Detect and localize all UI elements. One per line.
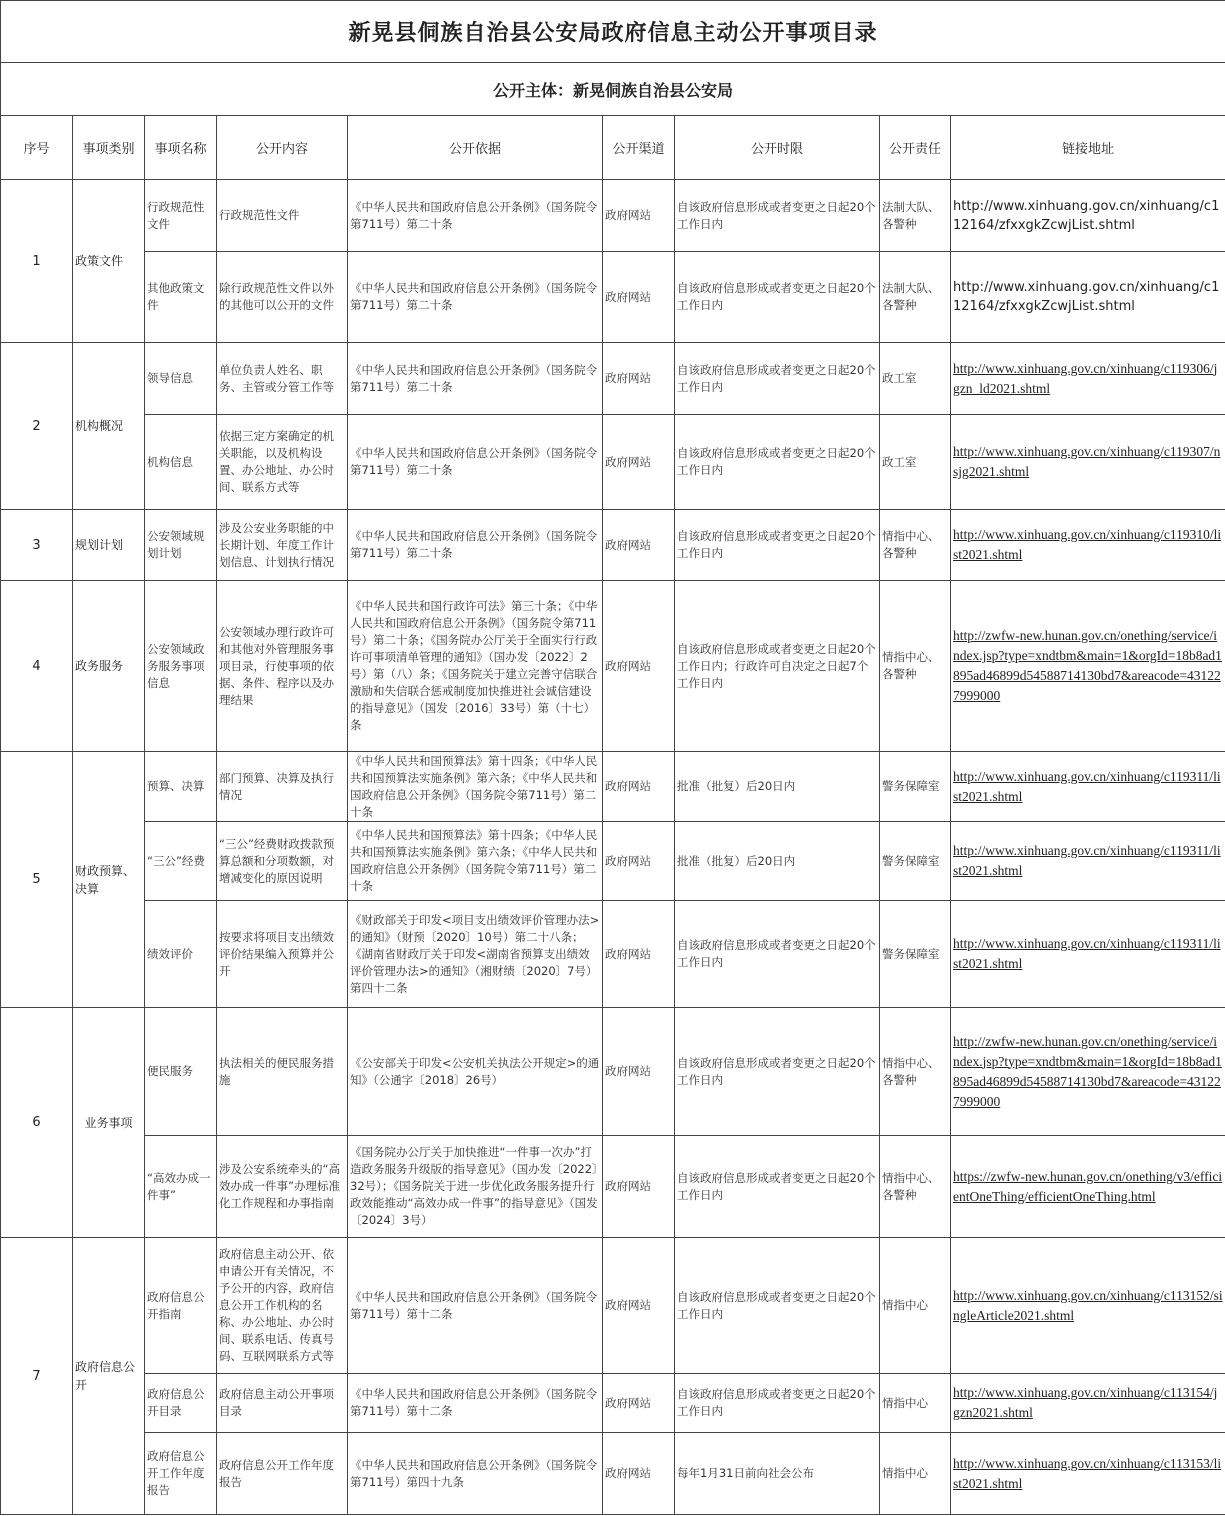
- table-row: [1, 180, 1225, 252]
- item-channel: 政府网站: [603, 901, 675, 1008]
- item-link[interactable]: https://zwfw-new.hunan.gov.cn/onething/v3/efficientOneThing/efficientOneThing.html: [951, 1136, 1225, 1238]
- group-category: 政务服务: [73, 581, 145, 752]
- item-responsibility: 情指中心、各警种: [880, 581, 951, 752]
- table-row: [1, 901, 1225, 1008]
- item-basis: 《中华人民共和国预算法》第十四条；《中华人民共和国预算法实施条例》第六条；《中华人民共和国政府信息公开条例》（国务院令第711号）第二十条: [348, 752, 603, 822]
- item-link[interactable]: http://www.xinhuang.gov.cn/xinhuang/c119311/list2021.shtml: [951, 752, 1225, 822]
- item-content: 依据三定方案确定的机关职能，以及机构设置、办公地址、办公时间、联系方式等: [217, 415, 348, 510]
- item-link[interactable]: http://www.xinhuang.gov.cn/xinhuang/c119306/jgzn_ld2021.shtml: [951, 343, 1225, 415]
- group-category: 机构概况: [73, 343, 145, 510]
- header-basis: 公开依据: [348, 116, 603, 180]
- item-name: 政府信息公开目录: [145, 1374, 217, 1433]
- item-time-limit: 自该政府信息形成或者变更之日起20个工作日内: [675, 415, 880, 510]
- group-number: 4: [1, 581, 73, 752]
- item-basis: 《中华人民共和国政府信息公开条例》（国务院令第711号）第四十九条: [348, 1433, 603, 1515]
- item-content: “三公”经费财政拨款预算总额和分项数额，对增减变化的原因说明: [217, 822, 348, 901]
- item-time-limit: 自该政府信息形成或者变更之日起20个工作日内: [675, 180, 880, 252]
- item-channel: 政府网站: [603, 822, 675, 901]
- disclosure-subject: 公开主体：新晃侗族自治县公安局: [1, 63, 1225, 116]
- item-responsibility: 情指中心: [880, 1238, 951, 1374]
- item-responsibility: 情指中心: [880, 1433, 951, 1515]
- header-no: 序号: [1, 116, 73, 180]
- page-title: 新晃县侗族自治县公安局政府信息主动公开事项目录: [1, 1, 1225, 63]
- item-name: 公安领域规划计划: [145, 510, 217, 581]
- item-responsibility: 法制大队、各警种: [880, 180, 951, 252]
- item-basis: 《中华人民共和国政府信息公开条例》（国务院令第711号）第二十条: [348, 415, 603, 510]
- item-link[interactable]: http://www.xinhuang.gov.cn/xinhuang/c119310/list2021.shtml: [951, 510, 1225, 581]
- item-link[interactable]: http://www.xinhuang.gov.cn/xinhuang/c113154/jgzn2021.shtml: [951, 1374, 1225, 1433]
- group-number: 2: [1, 343, 73, 510]
- item-link[interactable]: http://www.xinhuang.gov.cn/xinhuang/c119311/list2021.shtml: [951, 822, 1225, 901]
- group-number: 3: [1, 510, 73, 581]
- item-basis: 《中华人民共和国政府信息公开条例》（国务院令第711号）第十二条: [348, 1238, 603, 1374]
- item-responsibility: 政工室: [880, 343, 951, 415]
- item-basis: 《中华人民共和国政府信息公开条例》（国务院令第711号）第二十条: [348, 343, 603, 415]
- item-channel: 政府网站: [603, 581, 675, 752]
- item-content: 政府信息主动公开事项目录: [217, 1374, 348, 1433]
- item-basis: 《公安部关于印发<公安机关执法公开规定>的通知》（公通字〔2018〕26号）: [348, 1008, 603, 1136]
- item-link[interactable]: http://www.xinhuang.gov.cn/xinhuang/c113153/list2021.shtml: [951, 1433, 1225, 1515]
- item-channel: 政府网站: [603, 343, 675, 415]
- group-number: 1: [1, 180, 73, 343]
- item-channel: 政府网站: [603, 1238, 675, 1374]
- group-number: 6: [1, 1008, 73, 1238]
- item-link[interactable]: http://www.xinhuang.gov.cn/xinhuang/c119307/nsjg2021.shtml: [951, 415, 1225, 510]
- item-name: 便民服务: [145, 1008, 217, 1136]
- item-content: 涉及公安系统牵头的“高效办成一件事”办理标准化工作规程和办事指南: [217, 1136, 348, 1238]
- item-responsibility: 情指中心、各警种: [880, 1008, 951, 1136]
- item-channel: 政府网站: [603, 252, 675, 343]
- item-basis: 《中华人民共和国行政许可法》第三十条；《中华人民共和国政府信息公开条例》（国务院令第711号）第二十条；《国务院办公厅关于全面实行行政许可事项清单管理的通知》（国办发〔2022〕2号）第（八）条；《国务院关于建立完善守信联合激励和失信联合惩戒制度加快推进社会诚信建设的指导意见》（国发〔2016〕33号）第（十七）条: [348, 581, 603, 752]
- item-content: 执法相关的便民服务措施: [217, 1008, 348, 1136]
- group-category: 政策文件: [73, 180, 145, 343]
- table-row: [1, 415, 1225, 510]
- item-basis: 《中华人民共和国政府信息公开条例》（国务院令第711号）第十二条: [348, 1374, 603, 1433]
- item-content: 单位负责人姓名、职务、主管或分管工作等: [217, 343, 348, 415]
- item-time-limit: 每年1月31日前向社会公布: [675, 1433, 880, 1515]
- table-row: [1, 343, 1225, 415]
- header-content: 公开内容: [217, 116, 348, 180]
- item-content: 行政规范性文件: [217, 180, 348, 252]
- item-link[interactable]: http://www.xinhuang.gov.cn/xinhuang/c112164/zfxxgkZcwjList.shtml: [951, 180, 1225, 252]
- item-content: 部门预算、决算及执行情况: [217, 752, 348, 822]
- group-category: 规划计划: [73, 510, 145, 581]
- item-name: 行政规范性文件: [145, 180, 217, 252]
- item-time-limit: 自该政府信息形成或者变更之日起20个工作日内: [675, 252, 880, 343]
- item-name: 机构信息: [145, 415, 217, 510]
- table-row: [1, 1008, 1225, 1136]
- table-row: [1, 822, 1225, 901]
- item-channel: 政府网站: [603, 1374, 675, 1433]
- item-basis: 《中华人民共和国政府信息公开条例》（国务院令第711号）第二十条: [348, 252, 603, 343]
- table-row: [1, 1433, 1225, 1515]
- item-name: 绩效评价: [145, 901, 217, 1008]
- item-time-limit: 自该政府信息形成或者变更之日起20个工作日内: [675, 1238, 880, 1374]
- header-channel: 公开渠道: [603, 116, 675, 180]
- item-responsibility: 警务保障室: [880, 752, 951, 822]
- item-basis: 《中华人民共和国政府信息公开条例》（国务院令第711号）第二十条: [348, 180, 603, 252]
- item-basis: 《中华人民共和国政府信息公开条例》（国务院令第711号）第二十条: [348, 510, 603, 581]
- table-row: [1, 581, 1225, 752]
- item-content: 政府信息公开工作年度报告: [217, 1433, 348, 1515]
- item-basis: 《中华人民共和国预算法》第十四条；《中华人民共和国预算法实施条例》第六条；《中华人民共和国政府信息公开条例》（国务院令第711号）第二十条: [348, 822, 603, 901]
- item-content: 除行政规范性文件以外的其他可以公开的文件: [217, 252, 348, 343]
- group-number: 7: [1, 1238, 73, 1515]
- item-time-limit: 自该政府信息形成或者变更之日起20个工作日内: [675, 343, 880, 415]
- item-link[interactable]: http://www.xinhuang.gov.cn/xinhuang/c119311/list2021.shtml: [951, 901, 1225, 1008]
- item-time-limit: 批准（批复）后20日内: [675, 822, 880, 901]
- item-responsibility: 警务保障室: [880, 901, 951, 1008]
- item-link[interactable]: http://www.xinhuang.gov.cn/xinhuang/c113152/singleArticle2021.shtml: [951, 1238, 1225, 1374]
- group-category: 政府信息公开: [73, 1238, 145, 1515]
- table-row: [1, 1374, 1225, 1433]
- item-time-limit: 自该政府信息形成或者变更之日起20个工作日内: [675, 901, 880, 1008]
- item-time-limit: 批准（批复）后20日内: [675, 752, 880, 822]
- item-basis: 《财政部关于印发<项目支出绩效评价管理办法>的通知》（财预〔2020〕10号）第二十八条；《湖南省财政厅关于印发<湖南省预算支出绩效评价管理办法>的通知》（湘财绩〔2020〕7号）第四十二条: [348, 901, 603, 1008]
- header-responsibility: 公开责任: [880, 116, 951, 180]
- header-item-name: 事项名称: [145, 116, 217, 180]
- header-time-limit: 公开时限: [675, 116, 880, 180]
- item-name: “三公”经费: [145, 822, 217, 901]
- group-category: 财政预算、决算: [73, 752, 145, 1008]
- item-channel: 政府网站: [603, 510, 675, 581]
- item-name: 政府信息公开指南: [145, 1238, 217, 1374]
- item-channel: 政府网站: [603, 1008, 675, 1136]
- item-content: 公安领域办理行政许可和其他对外管理服务事项目录，行使事项的依据、条件、程序以及办理结果: [217, 581, 348, 752]
- item-link[interactable]: http://zwfw-new.hunan.gov.cn/onething/service/index.jsp?type=xndtbm&main=1&orgId=18b8ad1895ad46899d54588714130bd7&areacode=431227999000: [951, 1008, 1225, 1136]
- item-link[interactable]: http://www.xinhuang.gov.cn/xinhuang/c112164/zfxxgkZcwjList.shtml: [951, 252, 1225, 343]
- item-channel: 政府网站: [603, 1136, 675, 1238]
- item-name: 领导信息: [145, 343, 217, 415]
- table-row: [1, 1136, 1225, 1238]
- group-number: 5: [1, 752, 73, 1008]
- item-time-limit: 自该政府信息形成或者变更之日起20个工作日内；行政许可自决定之日起7个工作日内: [675, 581, 880, 752]
- item-time-limit: 自该政府信息形成或者变更之日起20个工作日内: [675, 510, 880, 581]
- item-name: 其他政策文件: [145, 252, 217, 343]
- item-responsibility: 情指中心、各警种: [880, 510, 951, 581]
- item-name: 政府信息公开工作年度报告: [145, 1433, 217, 1515]
- item-content: 涉及公安业务职能的中长期计划、年度工作计划信息、计划执行情况: [217, 510, 348, 581]
- item-name: 预算、决算: [145, 752, 217, 822]
- item-time-limit: 自该政府信息形成或者变更之日起20个工作日内: [675, 1374, 880, 1433]
- table-row: [1, 510, 1225, 581]
- item-channel: 政府网站: [603, 752, 675, 822]
- table-row: [1, 752, 1225, 822]
- item-responsibility: 情指中心、各警种: [880, 1136, 951, 1238]
- item-responsibility: 法制大队、各警种: [880, 252, 951, 343]
- group-category: 业务事项: [73, 1008, 145, 1238]
- item-channel: 政府网站: [603, 1433, 675, 1515]
- item-responsibility: 警务保障室: [880, 822, 951, 901]
- table-row: [1, 252, 1225, 343]
- item-content: 按要求将项目支出绩效评价结果编入预算并公开: [217, 901, 348, 1008]
- header-link: 链接地址: [951, 116, 1225, 180]
- item-channel: 政府网站: [603, 415, 675, 510]
- table-header: [1, 116, 1225, 180]
- item-name: “高效办成一件事”: [145, 1136, 217, 1238]
- item-time-limit: 自该政府信息形成或者变更之日起20个工作日内: [675, 1136, 880, 1238]
- item-content: 政府信息主动公开、依申请公开有关情况，不予公开的内容，政府信息公开工作机构的名称、办公地址、办公时间、联系电话、传真号码、互联网联系方式等: [217, 1238, 348, 1374]
- item-responsibility: 政工室: [880, 415, 951, 510]
- item-basis: 《国务院办公厅关于加快推进“一件事一次办”打造政务服务升级版的指导意见》（国办发〔2022〕32号）；《国务院关于进一步优化政务服务提升行政效能推动“高效办成一件事”的指导意见》（国发〔2024〕3号）: [348, 1136, 603, 1238]
- item-name: 公安领域政务服务事项信息: [145, 581, 217, 752]
- table-row: [1, 1238, 1225, 1374]
- item-channel: 政府网站: [603, 180, 675, 252]
- header-category: 事项类别: [73, 116, 145, 180]
- item-responsibility: 情指中心: [880, 1374, 951, 1433]
- item-link[interactable]: http://zwfw-new.hunan.gov.cn/onething/service/index.jsp?type=xndtbm&main=1&orgId=18b8ad1895ad46899d54588714130bd7&areacode=431227999000: [951, 581, 1225, 752]
- item-time-limit: 自该政府信息形成或者变更之日起20个工作日内: [675, 1008, 880, 1136]
